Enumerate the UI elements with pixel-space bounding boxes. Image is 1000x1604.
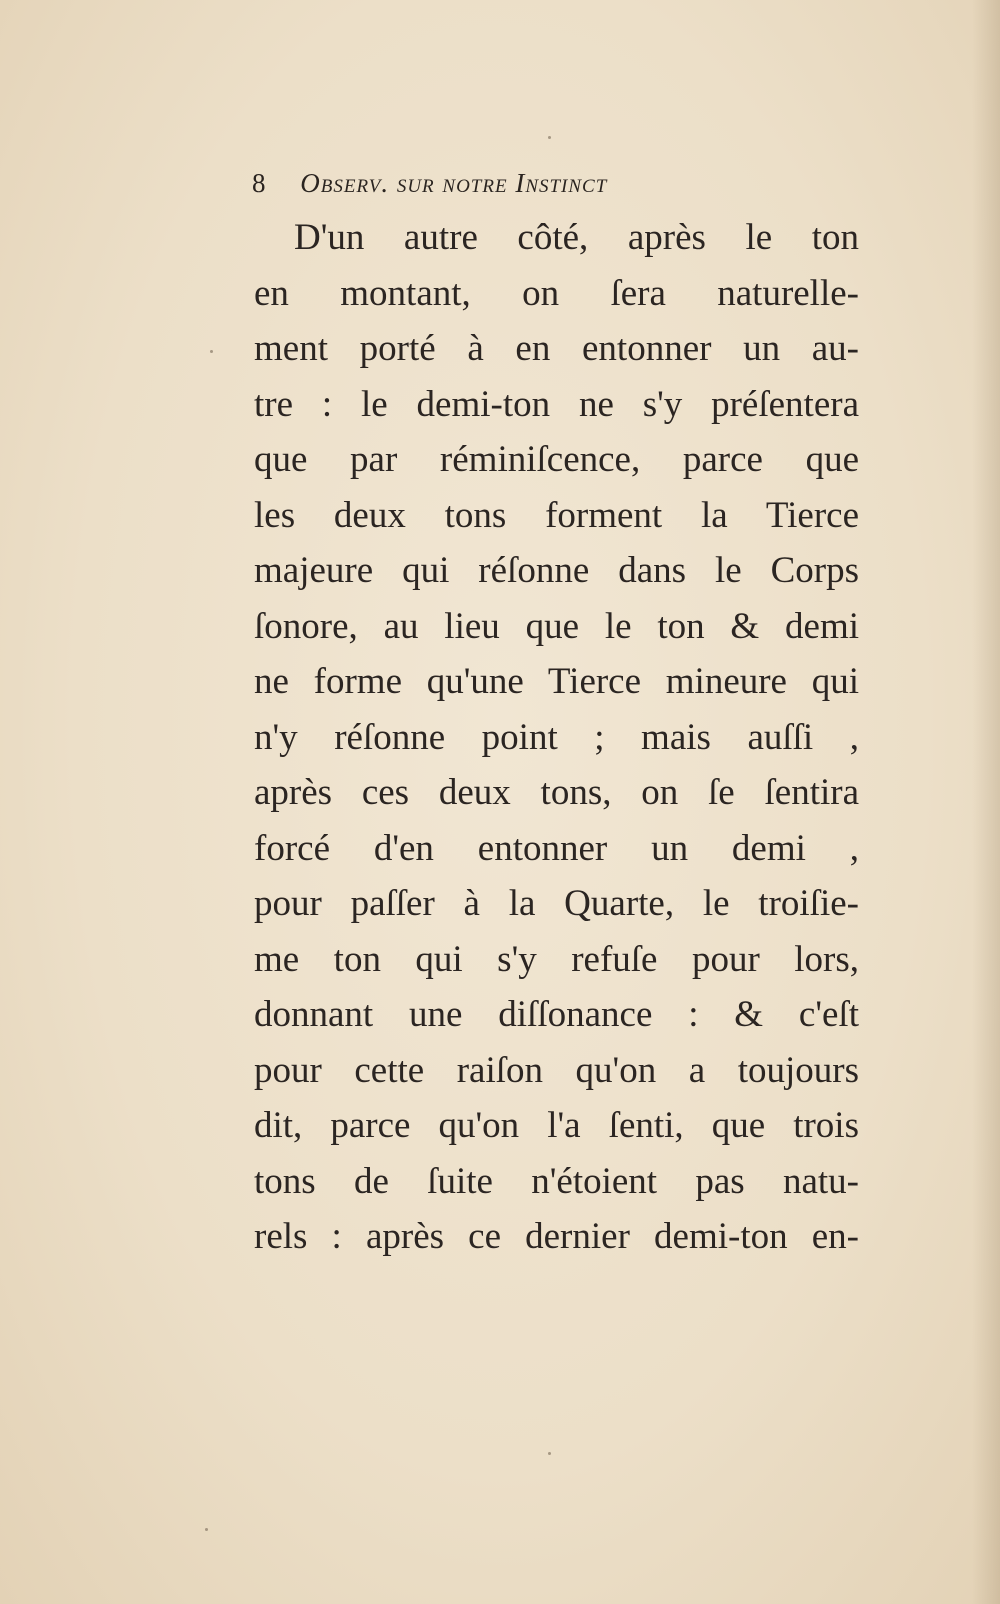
paper-speck <box>205 1528 208 1531</box>
text-line: n'y réſonne point ; mais auſſi , <box>254 716 859 758</box>
running-title: Observ. sur notre Instinct <box>300 168 608 198</box>
text-line: après ces deux tons, on ſe ſentira <box>254 772 859 813</box>
text-line: D'un autre côté, après le ton <box>294 217 859 258</box>
text-line: ment porté à en entonner un au- <box>254 328 859 369</box>
text-line: en montant, on ſera naturelle- <box>254 272 859 314</box>
text-line: pour paſſer à la Quarte, le troiſie- <box>254 883 859 924</box>
paper-speck <box>548 1452 551 1455</box>
text-line: ſonore, au lieu que le ton & demi <box>254 605 859 647</box>
text-line: pour cette raiſon qu'on a toujours <box>254 1049 859 1091</box>
text-line: rels : après ce dernier demi-ton en- <box>254 1216 859 1257</box>
running-head <box>252 168 812 204</box>
text-line: majeure qui réſonne dans le Corps <box>254 550 859 591</box>
page-edge-shadow <box>972 0 1000 1604</box>
text-line: tons de ſuite n'étoient pas natu- <box>254 1160 859 1202</box>
text-line: tre : le demi-ton ne s'y préſentera <box>254 383 859 425</box>
text-line: me ton qui s'y refuſe pour lors, <box>254 938 859 980</box>
page-number: 8 <box>252 168 267 198</box>
body-text <box>254 210 859 1265</box>
paper-speck <box>548 136 551 139</box>
text-line: forcé d'en entonner un demi , <box>254 827 859 869</box>
text-line: ne forme qu'une Tierce mineure qui <box>254 661 859 702</box>
text-line: dit, parce qu'on l'a ſenti, que trois <box>254 1105 859 1146</box>
text-line: que par réminiſcence, parce que <box>254 439 859 480</box>
text-line: les deux tons forment la Tierce <box>254 494 859 536</box>
text-line: donnant une diſſonance : & c'eſt <box>254 994 859 1035</box>
paper-speck <box>210 350 213 353</box>
